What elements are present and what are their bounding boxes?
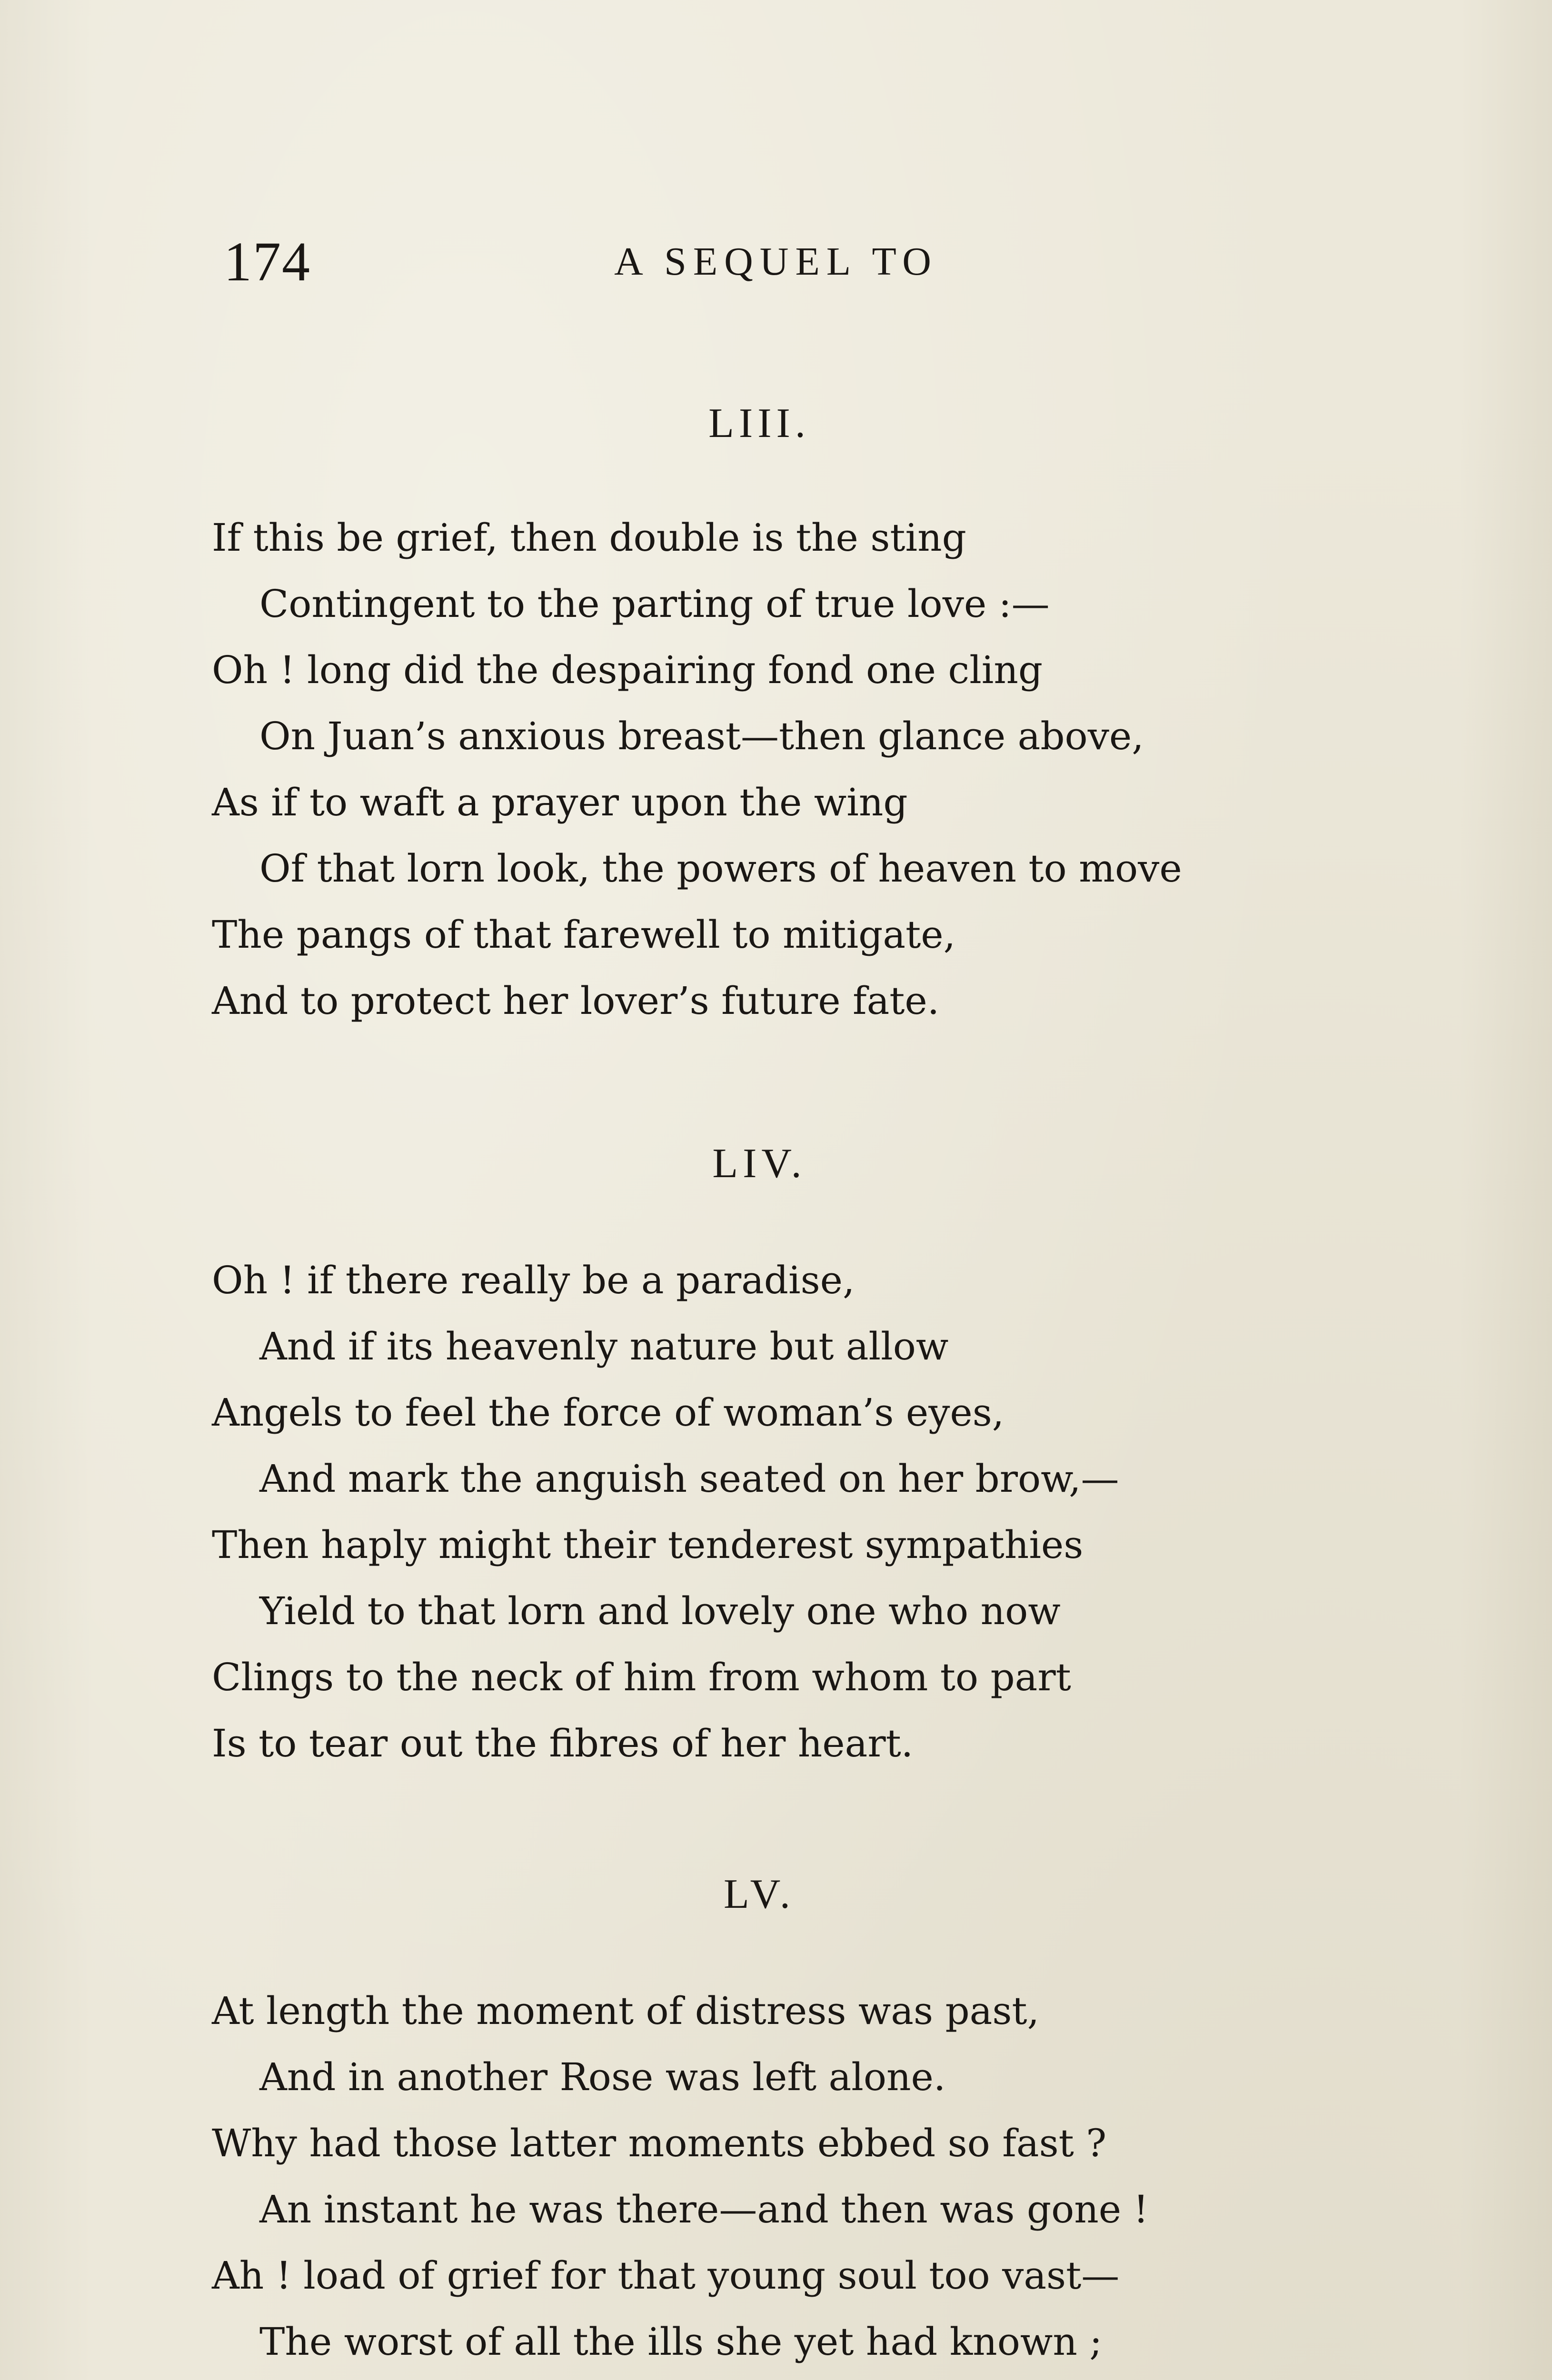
stanza bbox=[212, 505, 1402, 1034]
verse-line: Contingent to the parting of true love :— bbox=[259, 582, 1050, 626]
stanza-heading: LIV. bbox=[712, 1140, 806, 1187]
running-head: A SEQUEL TO bbox=[614, 239, 938, 284]
verse-line: And if its heavenly nature but allow bbox=[259, 1324, 949, 1368]
verse-line: The pangs of that farewell to mitigate, bbox=[212, 912, 955, 957]
verse-line: Of that lorn look, the powers of heaven to move bbox=[259, 846, 1182, 891]
verse-line: An instant he was there—and then was gone ! bbox=[259, 2187, 1149, 2231]
verse-line: Yield to that lorn and lovely one who now bbox=[259, 1589, 1061, 1633]
stanza bbox=[212, 1247, 1402, 1776]
verse-line: On Juan’s anxious breast—then glance above, bbox=[259, 714, 1144, 758]
verse-line: If this be grief, then double is the sting bbox=[212, 516, 966, 560]
verse-line: And in another Rose was left alone. bbox=[259, 2055, 946, 2099]
verse-line: Is to tear out the fibres of her heart. bbox=[212, 1721, 914, 1765]
verse-line: Then haply might their tenderest sympathies bbox=[212, 1523, 1084, 1567]
verse-line: As if to waft a prayer upon the wing bbox=[212, 780, 908, 824]
verse-line: Clings to the neck of him from whom to part bbox=[212, 1655, 1071, 1699]
verse-line: Oh ! long did the despairing fond one cling bbox=[212, 648, 1043, 692]
stanza-heading: LIII. bbox=[708, 400, 810, 446]
stanza-heading: LV. bbox=[724, 1871, 795, 1917]
verse-line: At length the moment of distress was past, bbox=[212, 1989, 1040, 2033]
verse-line: Angels to feel the force of woman’s eyes, bbox=[212, 1390, 1005, 1435]
verse-line: The worst of all the ills she yet had known ; bbox=[259, 2320, 1103, 2364]
page-number: 174 bbox=[224, 230, 311, 293]
page-header bbox=[224, 224, 1295, 300]
verse-line: And mark the anguish seated on her brow,— bbox=[259, 1457, 1119, 1501]
verse-line bbox=[212, 2375, 1402, 2380]
stanza bbox=[212, 1978, 1402, 2380]
verse-line: Ah ! load of grief for that young soul too vast— bbox=[212, 2253, 1120, 2298]
verse-line: And to protect her lover’s future fate. bbox=[212, 979, 940, 1023]
verse-line: Why had those latter moments ebbed so fast ? bbox=[212, 2121, 1107, 2165]
verse-line: Oh ! if there really be a paradise, bbox=[212, 1258, 855, 1302]
